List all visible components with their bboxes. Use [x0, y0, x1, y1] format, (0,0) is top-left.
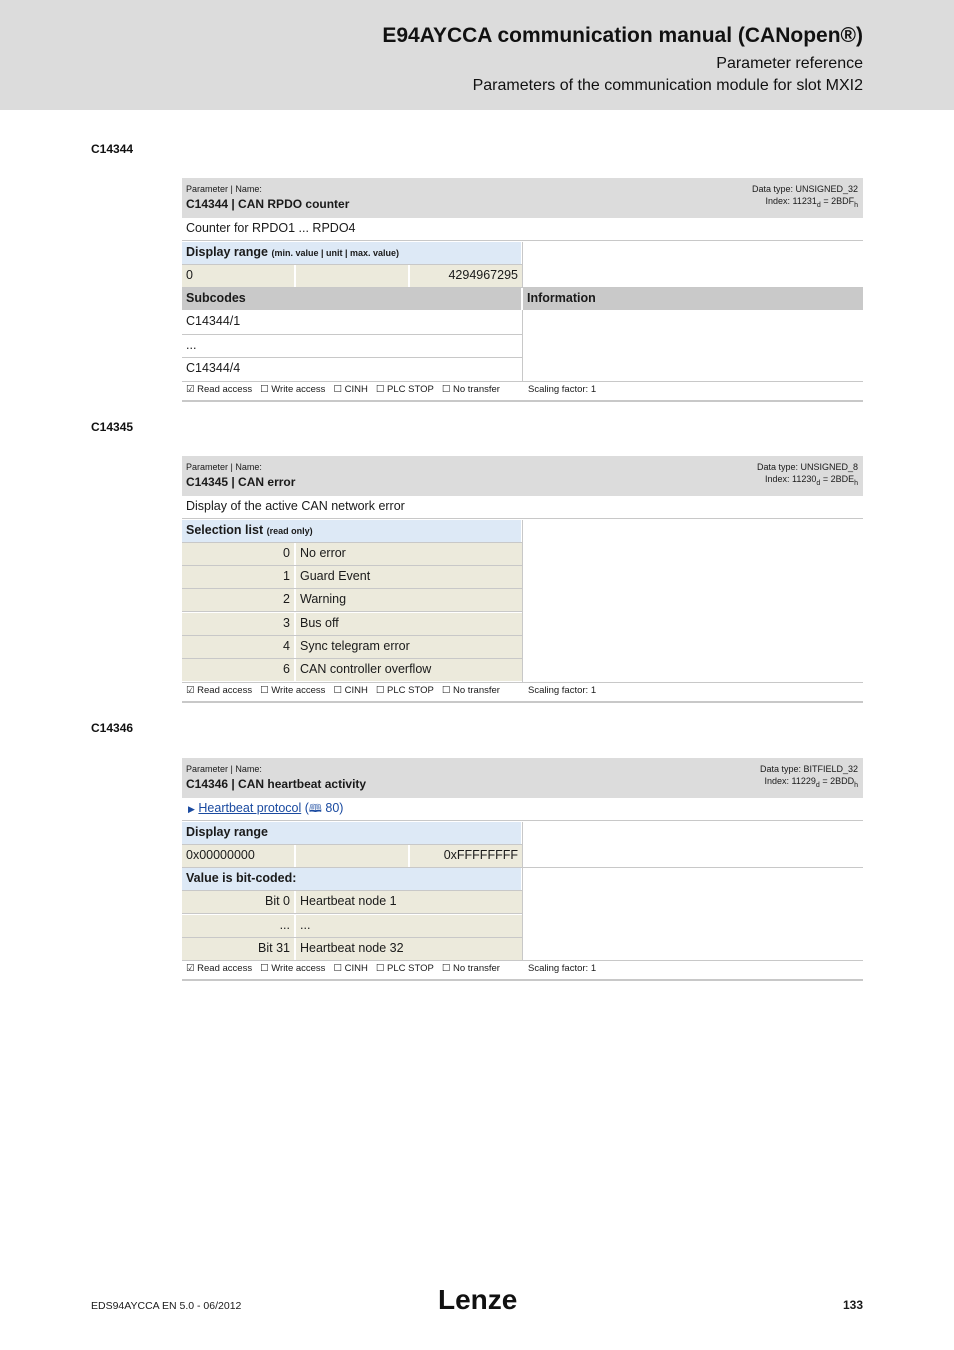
bit-description: Heartbeat node 32 — [296, 938, 522, 960]
book-icon: 🕮 — [308, 803, 322, 815]
parameter-index: Index: $11229_d = 2BDD_h$ — [764, 776, 858, 789]
parameter-heading-c14345: C14345 — [91, 420, 134, 434]
scaling-factor: Scaling factor: 1 — [528, 963, 597, 974]
divider — [522, 310, 523, 381]
parameter-description: Counter for RPDO1 ... RPDO4 — [186, 221, 356, 235]
page-header — [0, 0, 954, 110]
selection-value: 3 — [182, 613, 294, 635]
bit-coded-header: Value is bit-coded: — [182, 868, 521, 890]
parameter-table-c14346 — [182, 758, 863, 984]
selection-text: Bus off — [296, 613, 522, 635]
parameter-index: Index: $11230_d = 2BDE_h$ — [765, 474, 858, 487]
display-range-header: Display range — [182, 822, 521, 844]
heartbeat-protocol-link[interactable]: Heartbeat protocol — [198, 801, 302, 815]
selection-value: 1 — [182, 566, 294, 588]
divider — [182, 979, 863, 981]
access-flags: ☑ Read access ☐ Write access ☐ CINH ☐ PLC STOP ☐ No transfer — [186, 963, 500, 974]
bit-number: Bit 31 — [182, 938, 294, 960]
subcode-row: C14344/1 — [186, 314, 241, 328]
divider — [182, 913, 522, 914]
subcode-row: C14344/4 — [186, 361, 241, 375]
document-id: EDS94AYCCA EN 5.0 - 06/2012 — [91, 1300, 242, 1312]
parameter-index: Index: $11231_d = 2BDF_h$ — [765, 196, 858, 209]
data-type: Data type: UNSIGNED_8 — [756, 462, 858, 472]
divider — [522, 822, 523, 961]
parameter-name-bar — [182, 758, 863, 798]
range-max-value: 4294967295 — [410, 265, 522, 287]
selection-text: No error — [296, 543, 522, 565]
bit-description: Heartbeat node 1 — [296, 891, 522, 913]
parameter-name: C14344 | CAN RPDO counter — [186, 197, 350, 211]
selection-value: 0 — [182, 543, 294, 565]
name-label: Parameter | Name: — [186, 184, 262, 194]
divider — [182, 240, 863, 241]
data-type: Data type: UNSIGNED_32 — [751, 184, 858, 194]
chapter-title: Parameter reference — [716, 55, 863, 72]
scaling-factor: Scaling factor: 1 — [528, 685, 597, 696]
range-min-value: 0 — [182, 265, 294, 287]
document-title: E94AYCCA communication manual (CANopen®) — [382, 24, 863, 47]
data-type: Data type: BITFIELD_32 — [759, 764, 858, 774]
selection-value: 2 — [182, 589, 294, 611]
selection-list-header: Selection list (read only) — [182, 520, 521, 542]
bit-number: Bit 0 — [182, 891, 294, 913]
page-number: 133 — [842, 1298, 863, 1312]
access-flags: ☑ Read access ☐ Write access ☐ CINH ☐ PLC STOP ☐ No transfer — [186, 685, 500, 696]
parameter-name: C14345 | CAN error — [186, 475, 296, 489]
divider — [182, 820, 863, 821]
parameter-name: C14346 | CAN heartbeat activity — [186, 777, 367, 791]
access-flags: ☑ Read access ☐ Write access ☐ CINH ☐ PLC STOP ☐ No transfer — [186, 384, 500, 395]
parameter-name-bar — [182, 178, 863, 218]
range-unit — [296, 265, 408, 287]
range-unit — [296, 845, 408, 867]
selection-text: CAN controller overflow — [296, 659, 522, 681]
divider — [182, 701, 863, 703]
divider — [182, 400, 863, 402]
scaling-factor: Scaling factor: 1 — [528, 384, 597, 395]
arrow-right-icon: ▶ — [188, 804, 195, 814]
selection-value: 4 — [182, 636, 294, 658]
range-min-value: 0x00000000 — [182, 845, 294, 867]
name-label: Parameter | Name: — [186, 462, 262, 472]
bit-number: ... — [182, 915, 294, 937]
parameter-table-c14344 — [182, 178, 863, 402]
divider — [522, 520, 523, 682]
selection-value: 6 — [182, 659, 294, 681]
svg-text:Lenze: Lenze — [438, 1284, 518, 1314]
divider — [182, 611, 522, 612]
section-title: Parameters of the communication module for slot MXI2 — [472, 77, 863, 94]
subcode-row: ... — [186, 338, 197, 352]
lenze-logo — [438, 1284, 518, 1314]
selection-text: Sync telegram error — [296, 636, 522, 658]
parameter-table-c14345 — [182, 456, 863, 704]
name-label: Parameter | Name: — [186, 764, 262, 774]
parameter-name-bar — [182, 456, 863, 496]
range-max-value: 0xFFFFFFFF — [410, 845, 522, 867]
information-header: Information — [523, 288, 863, 310]
parameter-description: Display of the active CAN network error — [186, 499, 405, 513]
page-reference[interactable]: (🕮 80) — [304, 801, 344, 815]
divider — [182, 518, 863, 519]
selection-text: Warning — [296, 589, 522, 611]
parameter-heading-c14344: C14344 — [91, 142, 134, 156]
display-range-header: Display range (min. value | unit | max. value) — [182, 242, 521, 264]
divider — [522, 242, 523, 287]
reference-link-row — [182, 798, 863, 820]
selection-text: Guard Event — [296, 566, 522, 588]
parameter-heading-c14346: C14346 — [91, 721, 134, 735]
bit-description: ... — [296, 915, 522, 937]
subcodes-header: Subcodes — [182, 288, 521, 310]
